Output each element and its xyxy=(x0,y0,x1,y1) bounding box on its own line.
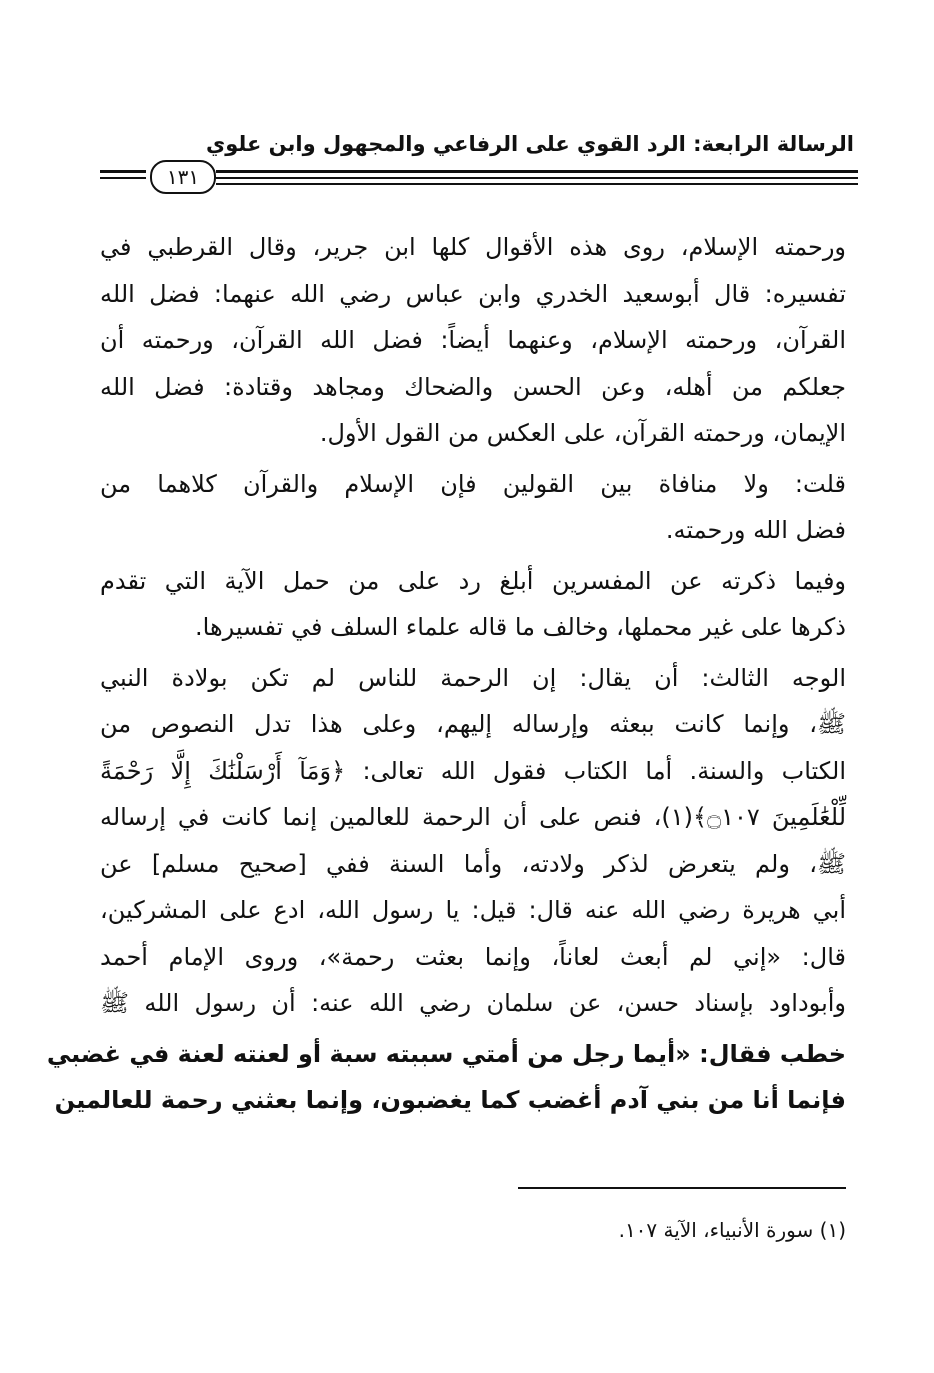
header-rule-left xyxy=(100,170,146,173)
text-line: ورحمته الإسلام، روى هذه الأقوال كلها ابن جرير، وقال القرطبي في xyxy=(100,233,846,261)
text-line: أبي هريرة رضي الله عنه قال: قيل: يا رسول الله، ادع على المشركين، xyxy=(100,896,846,924)
text-line: فإنما أنا من بني آدم أغضب كما يغضبون، وإنما بعثني رحمة للعالمين xyxy=(54,1086,846,1114)
header-rule-right xyxy=(216,170,858,173)
paragraph xyxy=(100,558,846,651)
text-line: ﷺ، وإنما كانت ببعثه وإرساله إليهم، وعلى هذا تدل النصوص من xyxy=(100,710,846,738)
text-line: خطب فقال: «أيما رجل من أمتي سببته سبة أو لعنته لعنة في غضبي xyxy=(46,1039,846,1068)
footnote-rule xyxy=(518,1187,846,1189)
text-line: الوجه الثالث: أن يقال: إن الرحمة للناس لم تكن بولادة النبي xyxy=(100,663,846,692)
main-text xyxy=(46,224,847,1128)
header-rule-right-thin-2 xyxy=(216,183,858,185)
text-line: ﷺ، ولم يتعرض لذكر ولادته، وأما السنة ففي [صحيح مسلم] عن xyxy=(100,849,846,878)
text-line: الكتاب والسنة. أما الكتاب فقول الله تعالى: ﴿وَمَآ أَرْسَلْنَٰكَ إِلَّا رَحْمَةً xyxy=(100,756,846,785)
text-line: قلت: ولا منافاة بين القولين فإن الإسلام والقرآن كلاهما من xyxy=(100,469,846,498)
paragraph xyxy=(100,461,846,554)
text-line: قال: «إني لم أبعث لعاناً، وإنما بعثت رحمة»، وروى الإمام أحمد xyxy=(100,942,846,971)
text-line: لِّلْعَٰلَمِينَ ۝١٠٧﴾(١)، فنص على أن الرحمة للعالمين إنما كانت في إرساله xyxy=(100,803,847,831)
paragraph xyxy=(46,1031,846,1124)
text-line: وأبوداود بإسناد حسن، عن سلمان رضي الله عنه: أن رسول الله ﷺ xyxy=(100,989,846,1017)
header-title: الرسالة الرابعة: الرد القوي على الرفاعي والمجهول وابن علوي xyxy=(205,132,854,156)
text-line: فضل الله ورحمته. xyxy=(665,516,846,544)
text-line: جعلكم من أهله، وعن الحسن والضحاك ومجاهد وقتادة: فضل الله xyxy=(100,372,846,401)
paragraph xyxy=(100,655,846,1027)
text-line: تفسيره: قال أبوسعيد الخدري وابن عباس رضي الله عنهما: فضل الله xyxy=(100,279,846,308)
text-line: وفيما ذكرته عن المفسرين أبلغ رد على من حمل الآية التي تقدم xyxy=(100,566,846,595)
footnote: (١) سورة الأنبياء، الآية ١٠٧. xyxy=(618,1218,846,1242)
paragraph xyxy=(100,224,846,457)
text-line: الإيمان، ورحمته القرآن، على العكس من القول الأول. xyxy=(319,419,846,447)
header-rule-left-thin xyxy=(100,177,146,179)
text-line: ذكرها على غير محملها، وخالف ما قاله علماء السلف في تفسيرها. xyxy=(195,613,846,641)
header-rule-right-thin xyxy=(216,177,858,179)
text-line: القرآن، ورحمته الإسلام، وعنهما أيضاً: فضل الله القرآن، ورحمته أن xyxy=(100,326,846,354)
page-number: ١٣١ xyxy=(150,160,216,194)
